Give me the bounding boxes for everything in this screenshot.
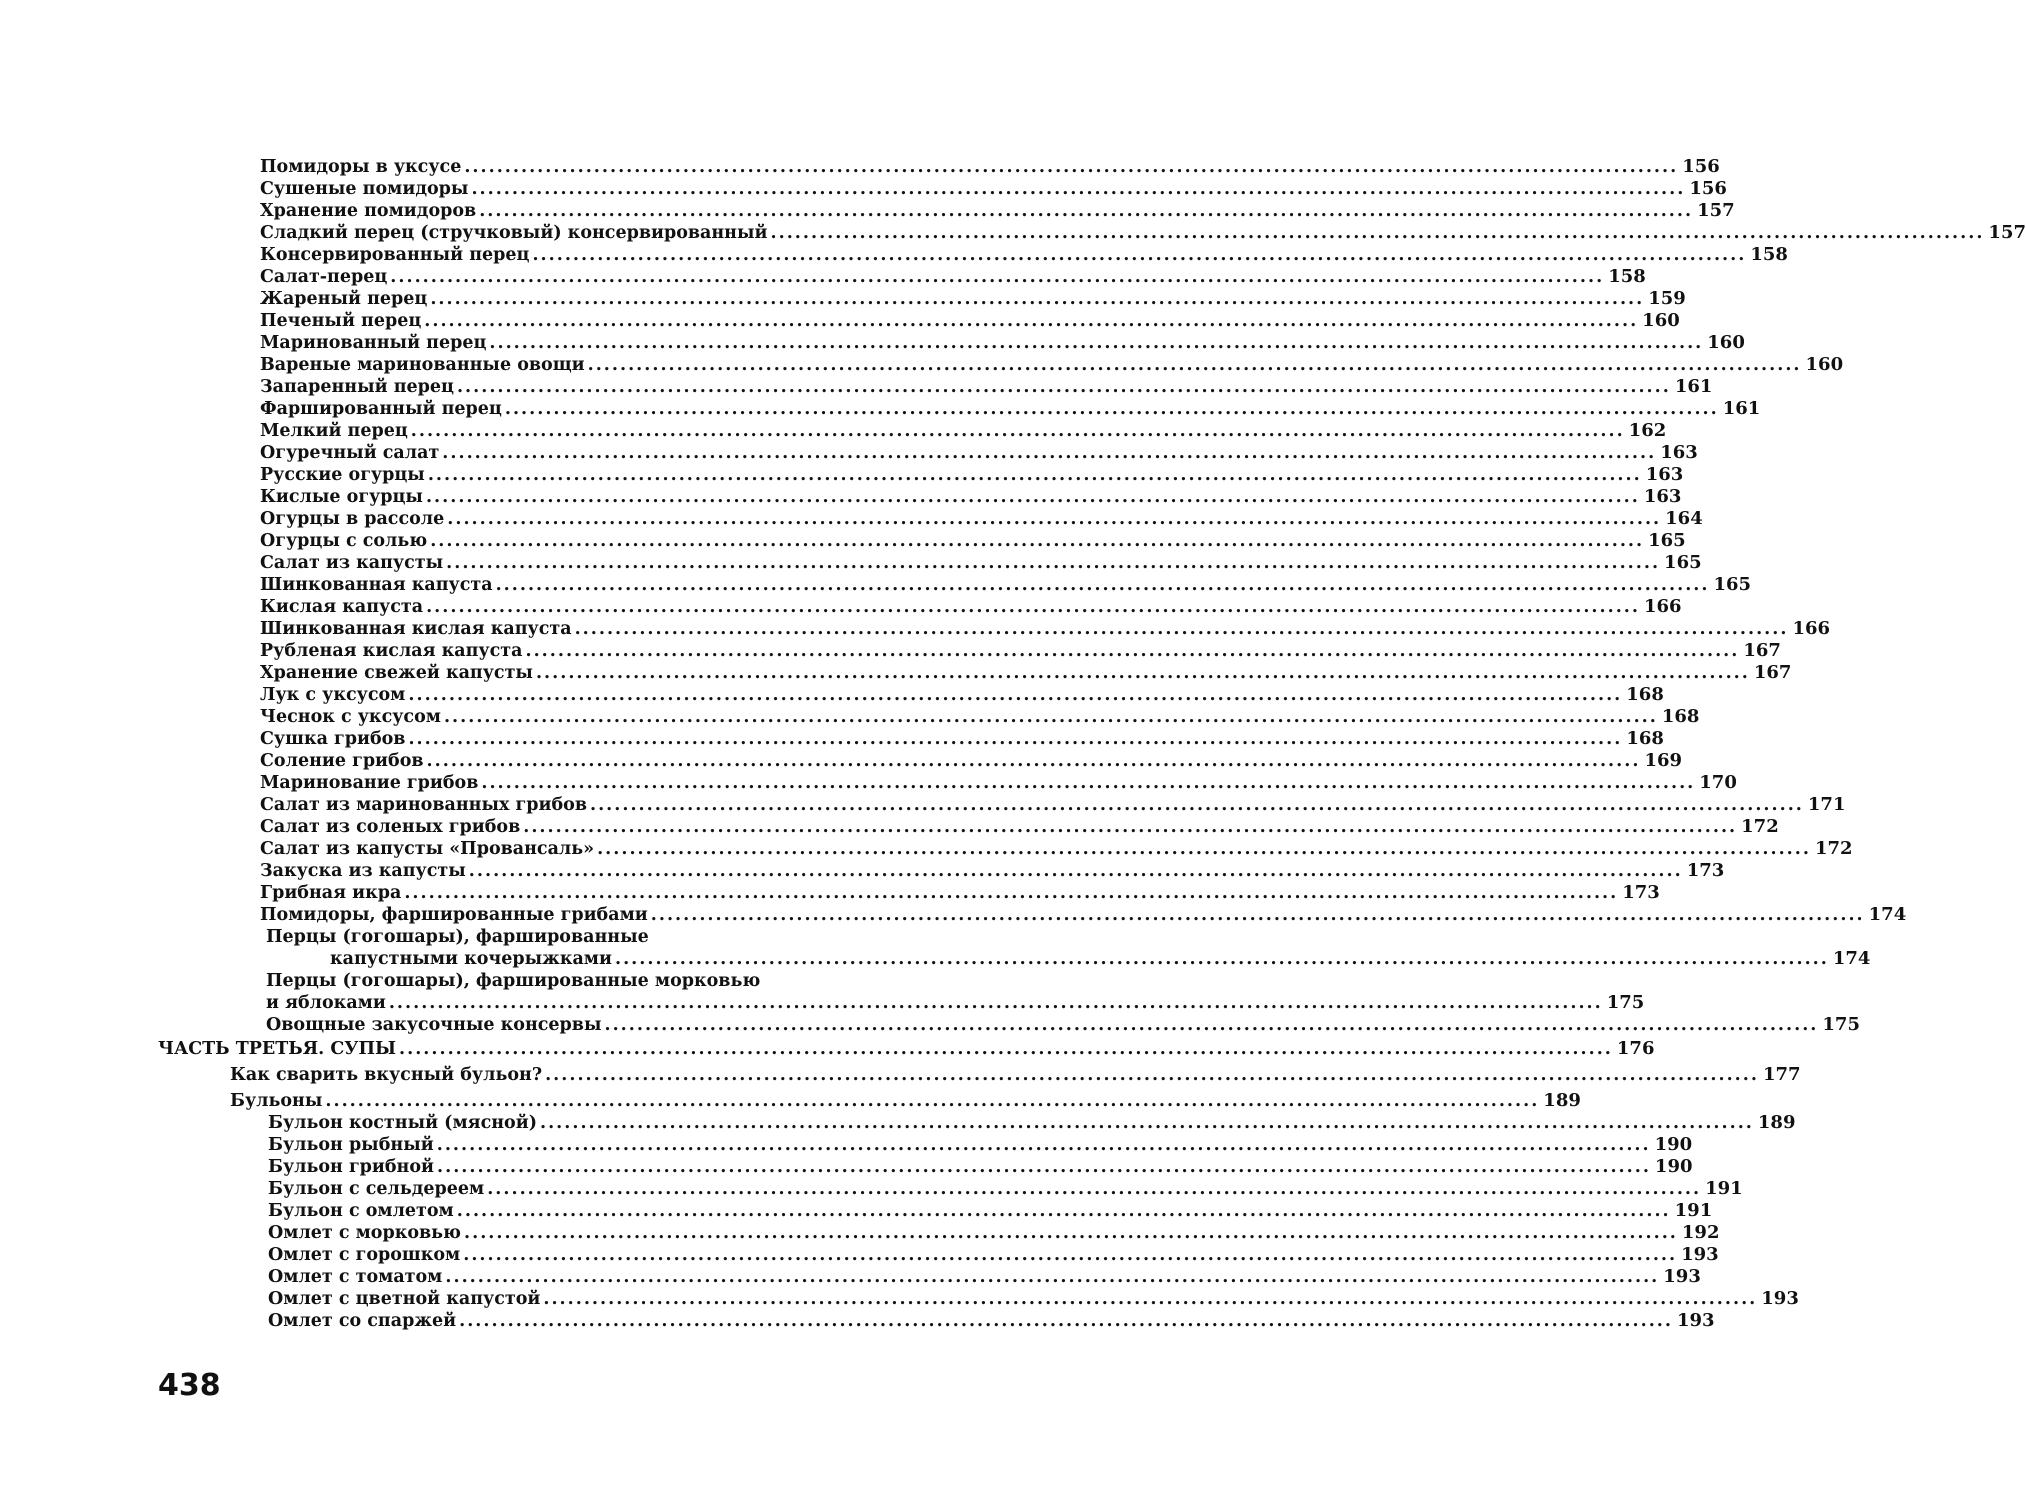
dot-leader (464, 1222, 1678, 1244)
toc-section (0, 1090, 1581, 1112)
dot-leader (496, 574, 1710, 596)
toc-entry (0, 486, 1682, 508)
toc-entry-title: Запаренный перец (260, 377, 454, 397)
toc-entry (0, 222, 2026, 244)
toc-section (0, 1064, 1801, 1086)
dot-leader (771, 222, 1985, 244)
dot-leader (428, 464, 1642, 486)
toc-entry-page: 172 (1741, 816, 1779, 837)
toc-entry (0, 1134, 1693, 1156)
toc-group-broths (0, 1112, 1799, 1332)
dot-leader (389, 992, 1603, 1014)
toc-entry-title: Русские огурцы (260, 465, 425, 485)
dot-leader (437, 1134, 1651, 1156)
toc-entry (0, 728, 1664, 750)
toc-entry-title: Салат-перец (260, 267, 388, 287)
page-number: 438 (158, 1368, 221, 1403)
toc-section-page: 177 (1762, 1064, 1801, 1085)
toc-entry-page: 193 (1677, 1310, 1715, 1331)
toc-group-preserves (0, 156, 2026, 926)
toc-entry-title: Шинкованная кислая капуста (260, 619, 572, 639)
dot-leader (597, 838, 1811, 860)
toc-entry-page: 174 (1868, 904, 1907, 925)
dot-leader (463, 1244, 1677, 1266)
toc-entry-title: Огурцы с солью (260, 531, 428, 551)
toc-entry-title: Помидоры в уксусе (260, 157, 462, 177)
dot-leader (442, 442, 1656, 464)
toc-entry (0, 244, 1788, 266)
dot-leader (390, 266, 1604, 288)
toc-entry-page: 161 (1674, 376, 1713, 397)
dot-leader (536, 662, 1750, 684)
toc-entry (0, 640, 1781, 662)
toc-entry (0, 464, 1684, 486)
dot-leader (437, 1156, 1651, 1178)
toc-entry-title: Омлет со спаржей (268, 1311, 457, 1331)
toc-entry-title: Омлет с горошком (268, 1245, 461, 1265)
toc-entry-title: Маринованный перец (260, 333, 487, 353)
toc-entry (0, 1014, 1860, 1036)
toc-entry-page: 168 (1626, 728, 1664, 749)
dot-leader (424, 310, 1638, 332)
toc-entry-page: 161 (1722, 398, 1761, 419)
toc-entry-title: Салат из маринованных грибов (260, 795, 587, 815)
toc-entry-page: 157 (1988, 222, 2026, 243)
toc-entry-title: Грибная икра (260, 883, 402, 903)
toc-entry (0, 706, 1700, 728)
toc-entry-title-line1: Перцы (гогошары), фаршированные морковью (266, 971, 761, 991)
dot-leader (523, 816, 1737, 838)
toc-entry-title: Маринование грибов (260, 773, 479, 793)
dot-leader (489, 332, 1703, 354)
dot-leader (445, 1266, 1659, 1288)
toc-entry-page: 165 (1713, 574, 1752, 595)
toc-entry-page: 173 (1622, 882, 1660, 903)
toc-section-title: Бульоны (230, 1091, 323, 1111)
dot-leader (430, 530, 1644, 552)
toc-entry (0, 398, 1761, 420)
dot-leader (399, 1038, 1613, 1060)
toc-entry (0, 288, 1686, 310)
dot-leader (408, 728, 1622, 750)
toc-entry-title: Лук с уксусом (260, 685, 406, 705)
toc-entry-title-line2: капустными кочерыжками (330, 949, 612, 969)
toc-entry (0, 530, 1686, 552)
toc-entry-page: 170 (1699, 772, 1737, 793)
toc-entry-page: 189 (1757, 1112, 1796, 1133)
dot-leader (457, 376, 1671, 398)
toc-entry (0, 1244, 1719, 1266)
dot-leader (525, 640, 1739, 662)
toc-entry (0, 1310, 1715, 1332)
toc-entry-title: Бульон с сельдереем (268, 1179, 485, 1199)
toc-entry-page: 168 (1626, 684, 1664, 705)
dot-leader (444, 706, 1658, 728)
toc-section-title: Как сварить вкусный бульон? (230, 1065, 543, 1085)
toc-entry-title: Омлет с морковью (268, 1223, 462, 1243)
toc-entry-title: Вареные маринованные овощи (260, 355, 585, 375)
toc-entry-page: 160 (1642, 310, 1680, 331)
dot-leader (430, 288, 1644, 310)
toc-entry (0, 1200, 1713, 1222)
toc-entry-page: 171 (1807, 794, 1846, 815)
dot-leader (505, 398, 1719, 420)
toc-entry-page: 165 (1664, 552, 1702, 573)
toc-section-page: 189 (1543, 1090, 1581, 1111)
toc-entry (0, 156, 1720, 178)
toc-entry (0, 794, 1846, 816)
toc-entry-page: 167 (1753, 662, 1792, 683)
dot-leader (447, 508, 1661, 530)
toc-entry (0, 1222, 1720, 1244)
toc-entry-title: Печеный перец (260, 311, 422, 331)
toc-entry-title: Закуска из капусты (260, 861, 466, 881)
toc-entry-page: 174 (1832, 948, 1871, 969)
toc-entry-title: Овощные закусочные консервы (266, 1015, 602, 1035)
toc-entry (0, 552, 1702, 574)
table-of-contents (0, 156, 2026, 1332)
toc-entry-title: Мелкий перец (260, 421, 408, 441)
toc-part-page: 176 (1616, 1038, 1655, 1059)
toc-entry (0, 772, 1737, 794)
toc-entry-title-line2: и яблоками (266, 993, 386, 1013)
toc-entry-title: Бульон с омлетом (268, 1201, 454, 1221)
toc-entry-page: 160 (1805, 354, 1844, 375)
toc-entry-title: Рубленая кислая капуста (260, 641, 523, 661)
toc-entry-page: 190 (1654, 1156, 1693, 1177)
toc-entry-page: 193 (1663, 1266, 1701, 1287)
toc-entry-title: Жареный перец (260, 289, 428, 309)
toc-entry-page: 163 (1660, 442, 1698, 463)
toc-entry (0, 882, 1660, 904)
toc-entry-page: 163 (1645, 464, 1684, 485)
dot-leader (427, 750, 1641, 772)
toc-entry-title: Консервированный перец (260, 245, 530, 265)
toc-entry-title: Помидоры, фаршированные грибами (260, 905, 648, 925)
dot-leader (446, 552, 1660, 574)
toc-entry-page: 156 (1689, 178, 1727, 199)
dot-leader (487, 1178, 1701, 1200)
toc-entry-page: 157 (1697, 200, 1735, 221)
toc-entry (0, 750, 1683, 772)
toc-entry-page: 168 (1661, 706, 1700, 727)
toc-entry (0, 1178, 1743, 1200)
dot-leader (426, 596, 1640, 618)
toc-entry (0, 838, 1853, 860)
toc-entry (0, 1288, 1799, 1310)
toc-entry-title: Хранение свежей капусты (260, 663, 533, 683)
toc-entry-page: 175 (1606, 992, 1645, 1013)
toc-entry-page: 164 (1665, 508, 1703, 529)
toc-entry-title: Шинкованная капуста (260, 575, 493, 595)
toc-entry (0, 1266, 1701, 1288)
toc-entry (0, 618, 1831, 640)
toc-entry (0, 354, 1844, 376)
toc-entry-page: 159 (1648, 288, 1686, 309)
dot-leader (532, 244, 1746, 266)
toc-entry-title: Соление грибов (260, 751, 424, 771)
toc-entry (0, 332, 1745, 354)
toc-entry (0, 420, 1667, 442)
toc-entry-page: 175 (1822, 1014, 1860, 1035)
toc-entry-title: Сладкий перец (стручковый) консервированный (260, 223, 768, 243)
dot-leader (479, 200, 1693, 222)
toc-part-title: ЧАСТЬ ТРЕТЬЯ. СУПЫ (158, 1039, 397, 1059)
toc-entry (0, 1112, 1796, 1134)
toc-entry-page: 192 (1681, 1222, 1720, 1243)
toc-entry-page: 193 (1681, 1244, 1719, 1265)
toc-entry-title: Бульон грибной (268, 1157, 435, 1177)
toc-entry (0, 310, 1680, 332)
toc-entry-page: 191 (1674, 1200, 1713, 1221)
dot-leader (543, 1288, 1757, 1310)
dot-leader (411, 420, 1625, 442)
dot-leader (590, 794, 1804, 816)
dot-leader (408, 684, 1622, 706)
toc-entry (0, 684, 1664, 706)
dot-leader (457, 1200, 1671, 1222)
toc-entry-multiline (0, 926, 1871, 970)
toc-entry (0, 200, 1735, 222)
toc-entry-page: 163 (1643, 486, 1682, 507)
toc-entry-page: 162 (1628, 420, 1667, 441)
toc-entry-title: Кислые огурцы (260, 487, 423, 507)
toc-entry-page: 173 (1686, 860, 1725, 881)
toc-entry-page: 165 (1648, 530, 1686, 551)
toc-entry-page: 158 (1608, 266, 1646, 287)
toc-entry (0, 376, 1713, 398)
toc-entry-title-line1: Перцы (гогошары), фаршированные (266, 927, 649, 947)
toc-entry (0, 442, 1698, 464)
toc-entry-title: Салат из соленых грибов (260, 817, 521, 837)
toc-entry-title: Огуречный салат (260, 443, 440, 463)
toc-part-heading (0, 1038, 1655, 1060)
toc-entry (0, 596, 1682, 618)
toc-entry-page: 160 (1707, 332, 1745, 353)
toc-entry (0, 574, 1752, 596)
dot-leader (545, 1064, 1759, 1086)
toc-entry-page: 172 (1814, 838, 1853, 859)
toc-entry-title: Омлет с томатом (268, 1267, 443, 1287)
dot-leader (481, 772, 1695, 794)
toc-entry-title: Салат из капусты «Провансаль» (260, 839, 595, 859)
toc-entry-multiline (0, 970, 1645, 1014)
toc-entry-title: Кислая капуста (260, 597, 424, 617)
toc-entry-page: 158 (1750, 244, 1788, 265)
dot-leader (469, 860, 1683, 882)
dot-leader (426, 486, 1640, 508)
dot-leader (588, 354, 1802, 376)
toc-entry-page: 190 (1654, 1134, 1693, 1155)
toc-entry (0, 860, 1725, 882)
dot-leader (459, 1310, 1673, 1332)
toc-entry (0, 1156, 1693, 1178)
toc-entry-page: 166 (1792, 618, 1831, 639)
toc-entry-page: 166 (1643, 596, 1682, 617)
toc-entry-page: 191 (1705, 1178, 1743, 1199)
toc-entry-title: Сушка грибов (260, 729, 406, 749)
toc-entry (0, 904, 1907, 926)
toc-entry-page: 193 (1761, 1288, 1799, 1309)
toc-entry-title: Бульон рыбный (268, 1135, 434, 1155)
toc-entry-title: Бульон костный (мясной) (268, 1113, 537, 1133)
toc-entry-page: 156 (1682, 156, 1720, 177)
toc-entry (0, 178, 1727, 200)
toc-entry (0, 816, 1779, 838)
toc-entry-title: Салат из капусты (260, 553, 444, 573)
toc-entry-title: Сушеные помидоры (260, 179, 469, 199)
dot-leader (325, 1090, 1539, 1112)
dot-leader (651, 904, 1865, 926)
toc-entry (0, 266, 1646, 288)
dot-leader (615, 948, 1829, 970)
dot-leader (575, 618, 1789, 640)
dot-leader (471, 178, 1685, 200)
toc-entry-title: Огурцы в рассоле (260, 509, 445, 529)
toc-entry-page: 169 (1644, 750, 1683, 771)
dot-leader (404, 882, 1618, 904)
toc-entry-title: Омлет с цветной капустой (268, 1289, 541, 1309)
toc-entry (0, 662, 1792, 684)
toc-entry-title: Фаршированный перец (260, 399, 502, 419)
toc-entry-title: Чеснок с уксусом (260, 707, 441, 727)
dot-leader (540, 1112, 1754, 1134)
dot-leader (464, 156, 1678, 178)
toc-entry-page: 167 (1743, 640, 1781, 661)
toc-entry (0, 508, 1703, 530)
toc-entry-title: Хранение помидоров (260, 201, 477, 221)
dot-leader (605, 1014, 1819, 1036)
